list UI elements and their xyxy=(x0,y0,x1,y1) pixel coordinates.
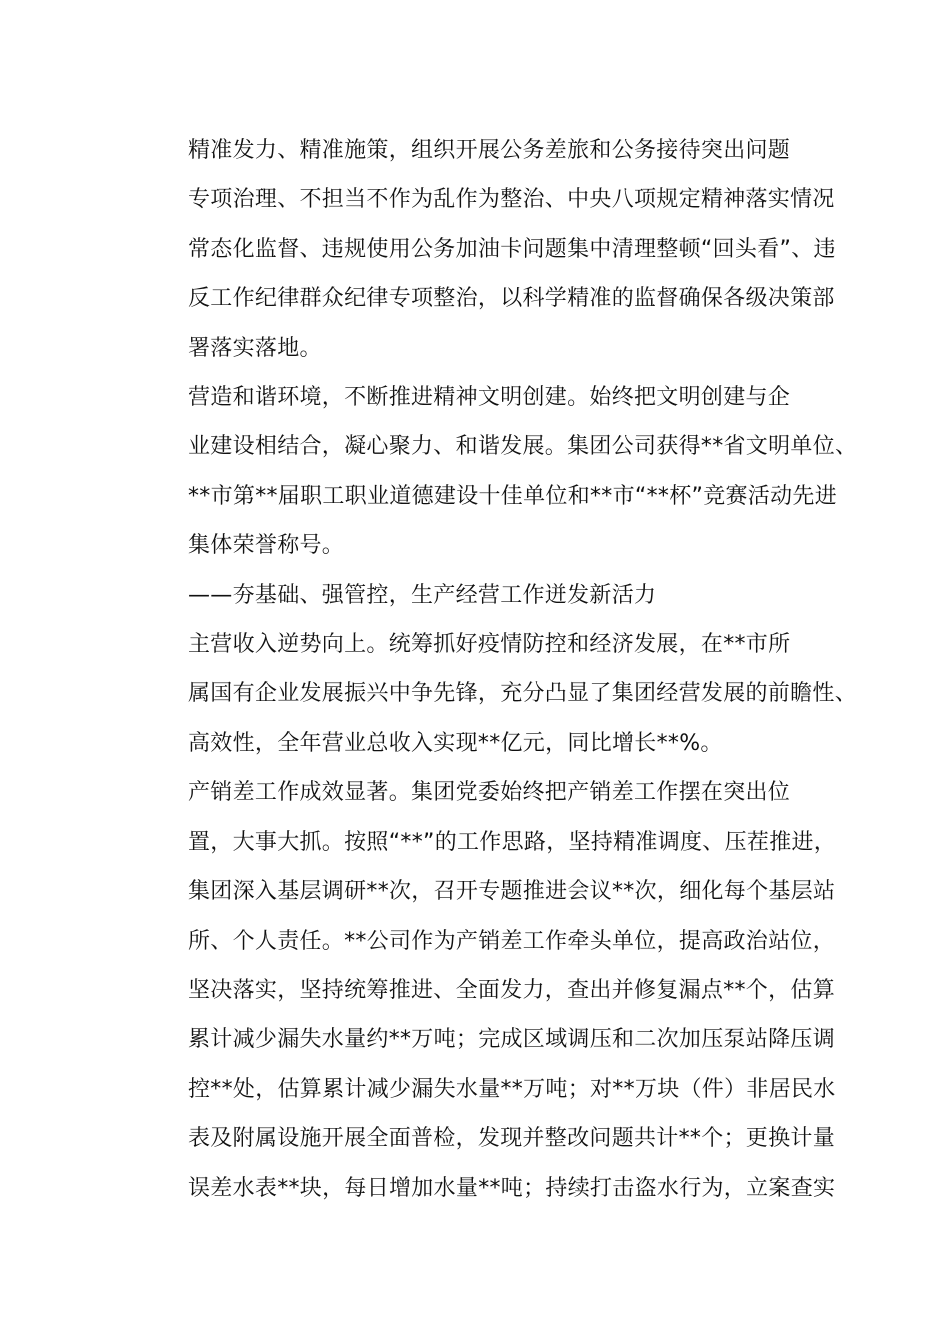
text-line: 专项治理、不担当不作为乱作为整治、中央八项规定精神落实情况 xyxy=(188,187,835,213)
text-line: 表及附属设施开展全面普检，发现并整改问题共计**个；更换计量 xyxy=(188,1126,836,1152)
paragraph-civilization xyxy=(144,373,858,571)
text-line: 误差水表**块，每日增加水量**吨；持续打击盗水行为，立案查实 xyxy=(188,1175,836,1201)
text-line: 营造和谐环境，不断推进精神文明创建。始终把文明创建与企 xyxy=(188,385,791,411)
text-line: 属国有企业发展振兴中争先锋，充分凸显了集团经营发展的前瞻性、 xyxy=(188,681,858,707)
text-line: **市第**届职工职业道德建设十佳单位和**市“**杯”竞赛活动先进 xyxy=(188,483,837,509)
text-line: 高效性，全年营业总收入实现**亿元，同比增长**%。 xyxy=(188,730,723,756)
text-line: 累计减少漏失水量约**万吨；完成区域调压和二次加压泵站降压调 xyxy=(188,1027,836,1053)
text-line: 精准发力、精准施策，组织开展公务差旅和公务接待突出问题 xyxy=(188,138,791,163)
text-line: 所、个人责任。**公司作为产销差工作牵头单位，提高政治站位， xyxy=(188,928,836,954)
paragraph-supervision xyxy=(144,126,836,373)
text-line: 常态化监督、违规使用公务加油卡问题集中清理整顿“回头看”、违 xyxy=(188,236,836,262)
text-line: 集体荣誉称号。 xyxy=(188,533,345,559)
text-line: 业建设相结合，凝心聚力、和谐发展。集团公司获得**省文明单位、 xyxy=(188,434,858,460)
text-line: 集团深入基层调研**次，召开专题推进会议**次，细化每个基层站 xyxy=(188,879,836,905)
text-line: 控**处，估算累计减少漏失水量**万吨；对**万块（件）非居民水 xyxy=(188,1076,836,1102)
text-line: 坚决落实，坚持统筹推进、全面发力，查出并修复漏点**个，估算 xyxy=(188,977,836,1003)
paragraph-production-sales-gap xyxy=(144,768,837,1213)
text-line: ——夯基础、强管控，生产经营工作迸发新活力 xyxy=(188,582,657,608)
document-body xyxy=(144,126,858,1213)
text-line: 置，大事大抓。按照“**”的工作思路，坚持精准调度、压茬推进， xyxy=(188,829,837,855)
text-line: 署落实落地。 xyxy=(188,335,322,361)
text-line: 反工作纪律群众纪律专项整治，以科学精准的监督确保各级决策部 xyxy=(188,286,835,312)
text-line: 产销差工作成效显著。集团党委始终把产销差工作摆在突出位 xyxy=(188,780,791,806)
section-heading xyxy=(144,571,808,620)
text-line: 主营收入逆势向上。统筹抓好疫情防控和经济发展，在**市所 xyxy=(188,632,791,658)
paragraph-revenue xyxy=(144,620,858,768)
